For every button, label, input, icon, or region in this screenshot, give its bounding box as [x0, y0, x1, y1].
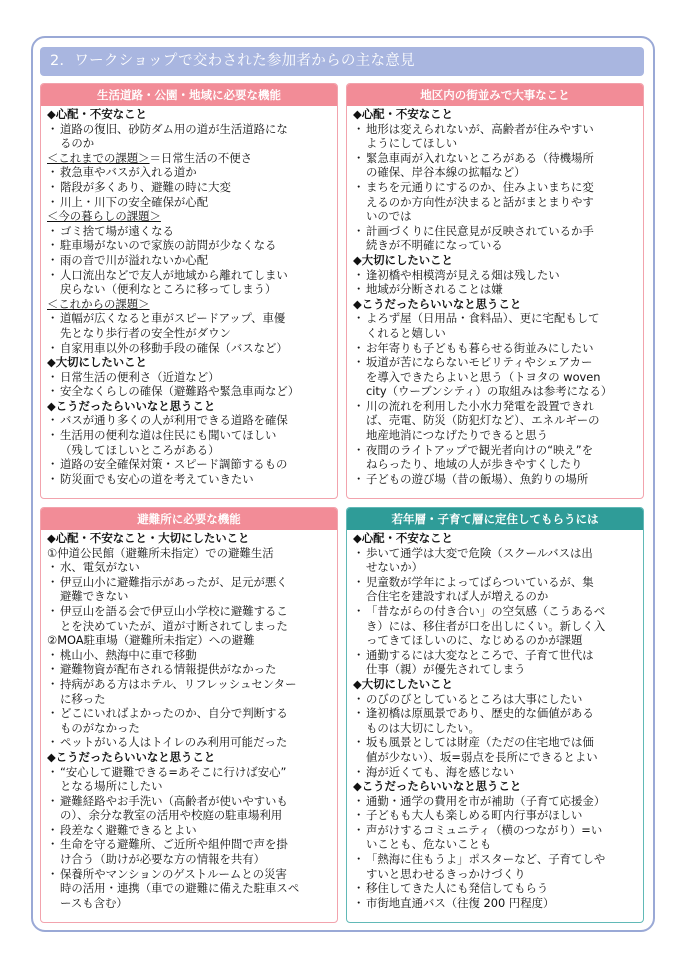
bullet-item: ・ 夜間のライトアップで観光者向けの“映え”を: [353, 443, 637, 458]
bullet-continuation: 続きが不明確になっている: [366, 238, 503, 253]
bullet-continuation: 合住宅を建設すれば人が増えるのか: [366, 589, 549, 604]
bullet-item: ・ 逢初橋は原風景であり、歴史的な価値がある: [353, 706, 637, 721]
section-heading: ◆こうだったらいいなと思うこと: [353, 779, 522, 794]
bullet-item: ・ 生命を守る避難所、ご近所や組仲間で声を掛: [47, 837, 331, 852]
bullet-item: ・ 道路の復旧、砂防ダム用の道が生活道路にな: [47, 122, 331, 137]
bullet-item: ・ 桃山小、熱海中に車で移動: [47, 648, 331, 663]
bullet-continuation: city（ウーブンシティ）の取組みは参考になる）: [366, 384, 613, 399]
section-heading: ◆こうだったらいいなと思うこと: [47, 749, 216, 764]
bullet-continuation: 避難できない: [60, 589, 129, 604]
subsection-note: ＝日常生活の不便さ: [149, 150, 253, 165]
bullet-item: ・ 子どもも大人も楽しめる町内行事がほしい: [353, 808, 637, 823]
bullet-item: ・ 緊急車両が入れないところがある（待機場所: [353, 151, 637, 166]
bullet-item: ・ 雨の音で川が溢れないか心配: [47, 253, 331, 268]
bullet-continuation: すいと思わせるきっかけづくり: [366, 866, 526, 881]
bullet-continuation: とを決めていたが、道が寸断されてしまった: [60, 618, 288, 633]
bullet-continuation: の）、余分な教室の活用や校庭の駐車場利用: [60, 808, 283, 823]
bullet-item: ・ バスが通り多くの人が利用できる道路を確保: [47, 413, 331, 428]
bullet-item: ・ 生活用の便利な道は住民にも聞いてほしい: [47, 428, 331, 443]
bullet-continuation: ースも含む）: [60, 895, 128, 910]
panel-body: [41, 106, 337, 486]
section-title: 2．ワークショップで交わされた参加者からの主な意見: [40, 47, 644, 76]
panel-evacuation-shelter: [40, 507, 338, 923]
bullet-item: ・ 坂も風景としては財産（ただの住宅地では価: [353, 735, 637, 750]
bullet-item: ・ 段差なく避難できるとよい: [47, 823, 331, 838]
bullet-continuation: いことも、危ないことも: [366, 837, 492, 852]
subsection-heading: [47, 297, 331, 312]
bullet-continuation: ば、売電、防災（防犯灯など）、エネルギーの: [366, 413, 600, 428]
bullet-item: ・ 日常生活の便利さ（近道など）: [47, 370, 331, 385]
section-heading: ◆大切にしたいこと: [47, 355, 147, 370]
section-heading: ◆心配・不安なこと: [47, 107, 147, 121]
bullet-item: ・ 移住してきた人にも発信してもらう: [353, 881, 637, 896]
bullet-item: ・ 持病がある方はホテル、リフレッシュセンター: [47, 677, 331, 692]
bullet-continuation: いのでは: [366, 209, 412, 224]
bullet-continuation: となる場所にしたい: [60, 779, 163, 794]
bullet-continuation: を導入できたらよいと思う（トヨタの woven: [366, 369, 601, 384]
panel-header: 避難所に必要な機能: [41, 508, 337, 530]
bullet-item: ・ 安全なくらしの確保（避難路や緊急車両など）: [47, 384, 331, 399]
bullet-item: ・ 市街地直通バス（往復 200 円程度）: [353, 896, 637, 911]
bullet-continuation: 先となり歩行者の安全性がダウン: [60, 325, 231, 340]
numbered-heading: ②MOA駐車場（避難所未指定）への避難: [47, 633, 255, 648]
bullet-item: ・ 保養所やマンションのゲストルームとの災害: [47, 867, 331, 882]
bullet-item: ・ 駐車場がないので家族の訪問が少なくなる: [47, 238, 331, 253]
bullet-continuation: ようにしてほしい: [366, 136, 458, 151]
bullet-item: ・ 海が近くても、海を感じない: [353, 765, 637, 780]
bullet-item: ・ 「昔ながらの付き合い」の空気感（こうあるべ: [353, 604, 637, 619]
bullet-item: ・ 道幅が広くなると車がスピードアップ、車優: [47, 311, 331, 326]
bullet-continuation: ねらったり、地域の人が歩きやすくしたり: [366, 457, 583, 472]
bullet-item: ・ 避難物資が配布される情報提供がなかった: [47, 662, 331, 677]
bullet-item: ・ 通勤・通学の費用を市が補助（子育て応援金）: [353, 794, 637, 809]
bullet-continuation: ものは大切にしたい。: [366, 720, 480, 735]
bullet-item: ・ 階段が多くあり、避難の時に大変: [47, 180, 331, 195]
panel-young-family-settlement: [346, 507, 644, 923]
panel-body: [347, 530, 643, 910]
bullet-item: ・ “安心して避難できる=あそこに行けば安心”: [47, 765, 331, 780]
bullet-item: ・ 自家用車以外の移動手段の確保（バスなど）: [47, 341, 331, 356]
bullet-item: ・ よろず屋（日用品・食料品）、更に宅配もして: [353, 311, 637, 326]
subsection-label: ＜これまでの課題＞: [47, 150, 150, 165]
bullet-item: ・ 通勤するには大変なところで、子育て世代は: [353, 648, 637, 663]
section-heading: ◆心配・不安なこと・大切にしたいこと: [47, 531, 250, 545]
bullet-continuation: 時の活用・連携（車での避難に備えた駐車スペ: [60, 881, 300, 896]
bullet-continuation: るのか: [60, 136, 95, 151]
section-heading: ◆こうだったらいいなと思うこと: [47, 398, 216, 413]
bullet-item: ・ 地形は変えられないが、高齢者が住みやすい: [353, 122, 637, 137]
bullet-item: ・ 水、電気がない: [47, 560, 331, 575]
bullet-item: ・ 救急車やバスが入れる道か: [47, 165, 331, 180]
panel-header: 生活道路・公園・地域に必要な機能: [41, 84, 337, 106]
panel-header: 若年層・子育て層に定住してもらうには: [347, 508, 643, 530]
section-heading: ◆心配・不安なこと: [353, 107, 453, 121]
bullet-continuation: えるのか方向性が決まると話がまとまりやす: [366, 194, 594, 209]
bullet-continuation: の確保、岸谷本線の拡幅など）: [366, 165, 526, 180]
bullet-item: ・ ゴミ捨て場が遠くなる: [47, 224, 331, 239]
bullet-item: ・ お年寄りも子どもも暮らせる街並みにしたい: [353, 341, 637, 356]
panel-townscape: [346, 83, 644, 499]
bullet-item: ・ 歩いて通学は大変で危険（スクールバスは出: [353, 546, 637, 561]
bullet-item: ・ 子どもの遊び場（昔の飯場）、魚釣りの場所: [353, 472, 637, 487]
bullet-continuation: せないか）: [366, 560, 423, 575]
bullet-item: ・ 人口流出などで友人が地域から離れてしまい: [47, 268, 331, 283]
bullet-continuation: ってきてほしいのに、なじめるのかが課題: [366, 633, 583, 648]
bullet-continuation: ものがなかった: [60, 720, 140, 735]
panel-body: [41, 530, 337, 910]
bullet-item: ・ 川上・川下の安全確保が心配: [47, 195, 331, 210]
subsection-heading: [47, 209, 331, 224]
bullet-item: ・ 児童数が学年によってばらついているが、集: [353, 575, 637, 590]
bullet-continuation: け合う（助けが必要な方の情報を共有）: [60, 852, 266, 867]
bullet-item: ・ 声がけするコミュニティ（横のつながり）=い: [353, 823, 637, 838]
subsection-label: ＜今の暮らしの課題＞: [47, 209, 161, 224]
section-heading: ◆大切にしたいこと: [353, 676, 453, 691]
bullet-continuation: に移った: [60, 691, 106, 706]
bullet-item: ・ 伊豆山を語る会で伊豆山小学校に避難するこ: [47, 604, 331, 619]
bullet-continuation: 戻らない（便利なところに移ってしまう）: [60, 282, 277, 297]
bullet-item: ・ 避難経路やお手洗い（高齢者が使いやすいも: [47, 794, 331, 809]
bullet-continuation: （残してほしいところがある）: [60, 442, 220, 457]
bullet-item: ・ 地域が分断されることは嫌: [353, 282, 637, 297]
bullet-item: ・ 川の流れを利用した小水力発電を設置できれ: [353, 399, 637, 414]
bullet-item: ・ 計画づくりに住民意見が反映されているか手: [353, 224, 637, 239]
bullet-item: ・ 伊豆山小に避難指示があったが、足元が悪く: [47, 575, 331, 590]
bullet-continuation: 仕事（親）が優先されてしまう: [366, 662, 526, 677]
bullet-item: ・ 「熱海に住もうよ」ポスターなど、子育てしや: [353, 852, 637, 867]
section-heading: ◆こうだったらいいなと思うこと: [353, 296, 522, 311]
subsection-label: ＜これからの課題＞: [47, 296, 150, 311]
subsection-heading: [47, 151, 331, 166]
bullet-item: ・ まちを元通りにするのか、住みよいまちに変: [353, 180, 637, 195]
bullet-item: ・ ペットがいる人はトイレのみ利用可能だった: [47, 735, 331, 750]
bullet-item: ・ 逢初橋や相模湾が見える畑は残したい: [353, 268, 637, 283]
section-heading: ◆心配・不安なこと: [353, 531, 453, 545]
panel-road-park-functions: [40, 83, 338, 499]
bullet-continuation: き）には、移住者が口を出しにくい。新しく入: [366, 618, 606, 633]
bullet-continuation: 値が少ない）、坂=弱点を長所にできるとよい: [366, 749, 598, 764]
bullet-item: ・ 道路の安全確保対策・スピード調節するもの: [47, 457, 331, 472]
bullet-item: ・ のびのびとしているところは大事にしたい: [353, 692, 637, 707]
bullet-continuation: くれると嬉しい: [366, 325, 446, 340]
bullet-continuation: 地産地消につなげたりできると思う: [366, 428, 549, 443]
bullet-item: ・ 防災面でも安心の道を考えていきたい: [47, 472, 331, 487]
panel-body: [347, 106, 643, 486]
numbered-heading: ①仲道公民館（避難所未指定）での避難生活: [47, 545, 274, 560]
panel-header: 地区内の街並みで大事なこと: [347, 84, 643, 106]
section-heading: ◆大切にしたいこと: [353, 252, 453, 267]
bullet-item: ・ どこにいればよかったのか、自分で判断する: [47, 706, 331, 721]
bullet-item: ・ 坂道が苦にならないモビリティやシェアカー: [353, 355, 637, 370]
